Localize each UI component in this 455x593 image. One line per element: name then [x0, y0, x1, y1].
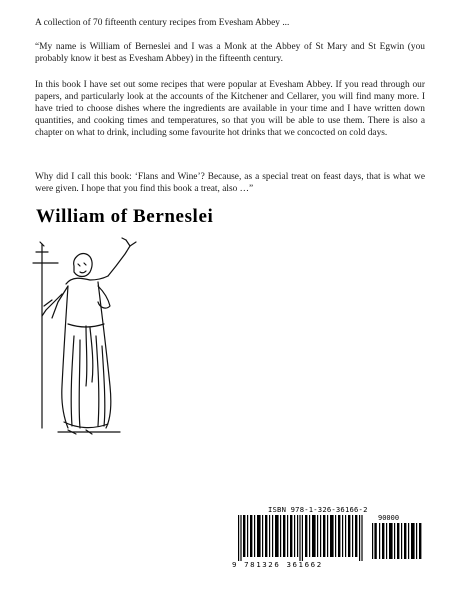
monk-sketch-illustration — [28, 236, 148, 436]
intro-line: A collection of 70 fifteenth century recipes from Evesham Abbey ... — [35, 18, 290, 28]
barcode-digits: 9 781326 361662 — [232, 560, 323, 569]
paragraph-introduction: “My name is William of Berneslei and I was a Monk at the Abbey of St Mary and St Egwin (you probably know it best as Evesham Abbey) in the fifteenth century. — [35, 42, 425, 64]
isbn-number: ISBN 978-1-326-36166-2 — [268, 505, 368, 514]
isbn-barcode — [232, 503, 428, 569]
price-code: 90000 — [378, 514, 400, 522]
signature-william-of-berneslei: William of Berneslei — [36, 206, 214, 227]
barcode-bars — [232, 503, 428, 563]
paragraph-title-reason: Why did I call this book: ‘Flans and Wine’? Because, as a special treat on feast days, that is what we were given. I hope that you find this book a treat, also …” — [35, 172, 425, 194]
paragraph-recipes: In this book I have set out some recipes that were popular at Evesham Abbey. If you read through our papers, and particularly look at the accounts of the Kitchener and Cellarer, you will find many more. I have tried to choose dishes where the ingredients are available in your time and I have written down quantities, and cooking times and temperatures, so that you will be able to use them. There is also a chapter on what to drink, including some favourite hot drinks that we concocted on cold days. — [35, 80, 425, 138]
